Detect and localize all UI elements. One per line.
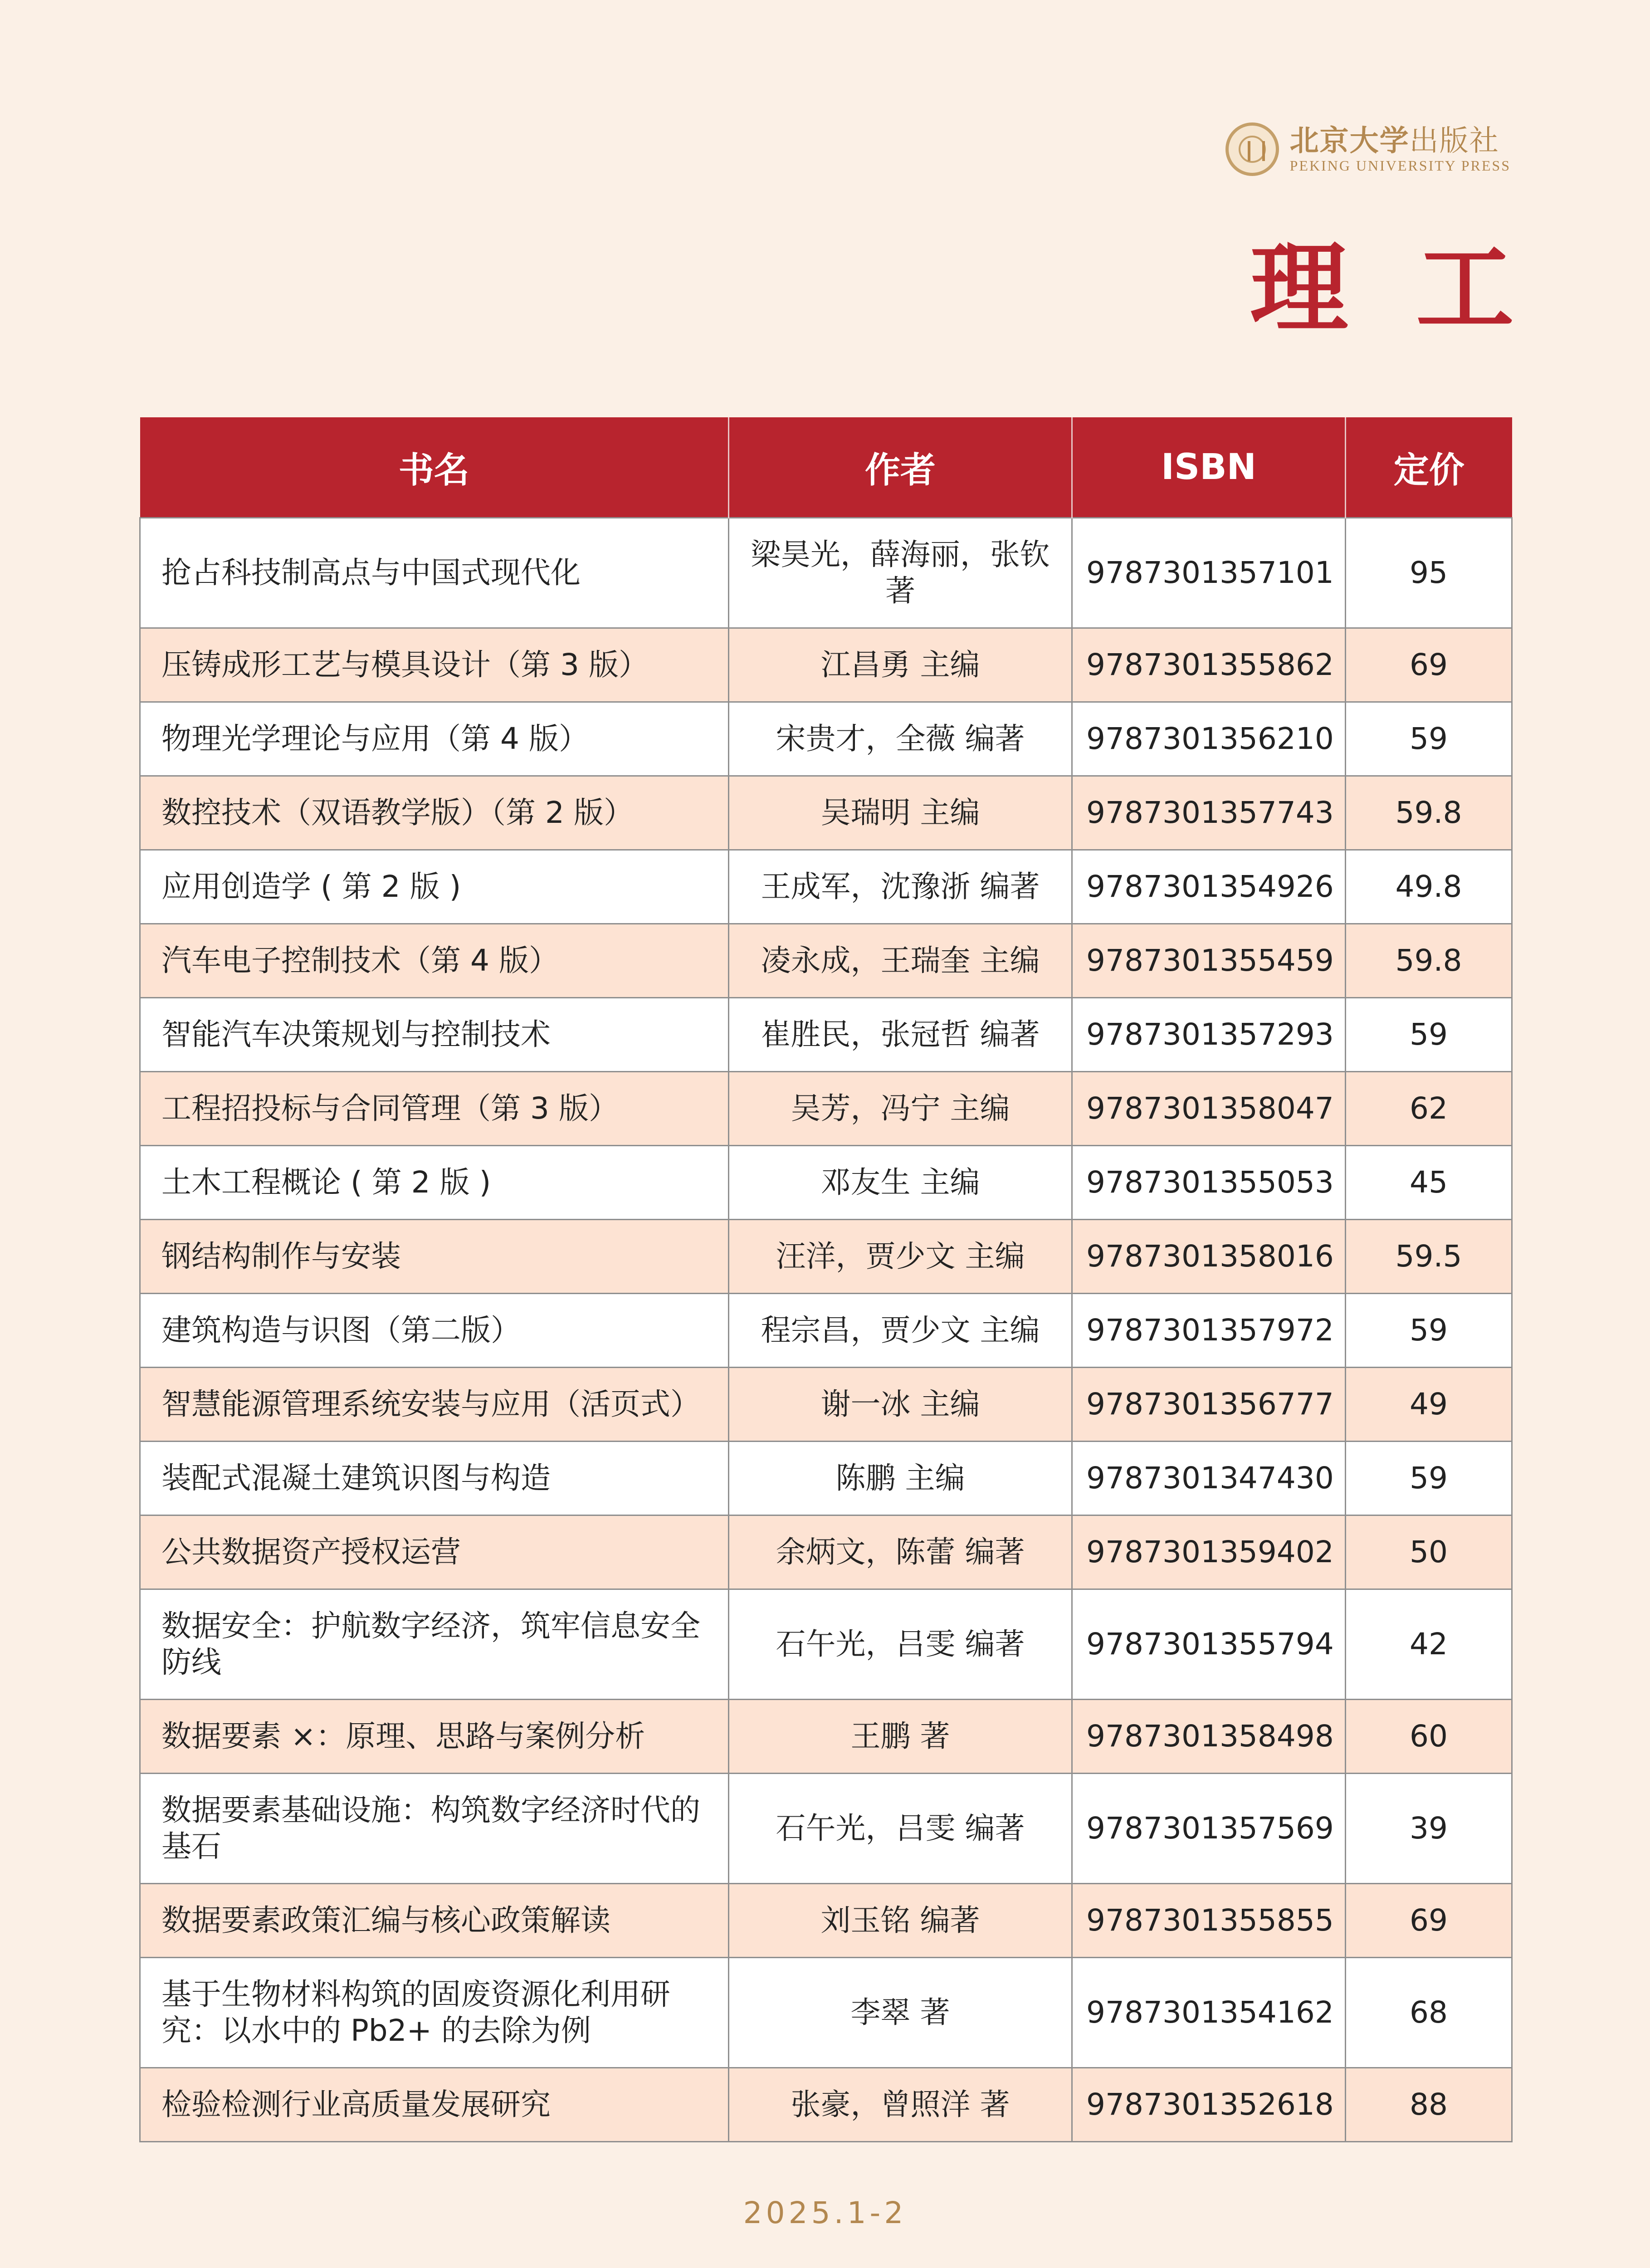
book-author: 石午光，吕雯 编著 xyxy=(729,1774,1072,1884)
book-author: 刘玉铭 编著 xyxy=(729,1884,1072,1958)
header-price: 定价 xyxy=(1346,417,1512,518)
book-title: 智能汽车决策规划与控制技术 xyxy=(140,998,729,1072)
book-title: 装配式混凝土建筑识图与构造 xyxy=(140,1442,729,1515)
book-title: 检验检测行业高质量发展研究 xyxy=(140,2068,729,2142)
book-price: 69 xyxy=(1346,628,1512,702)
header-author: 作者 xyxy=(729,417,1072,518)
publisher-name-cn xyxy=(1290,125,1511,157)
book-price: 60 xyxy=(1346,1700,1512,1774)
book-isbn: 9787301355855 xyxy=(1072,1884,1346,1958)
peking-university-seal-icon xyxy=(1225,122,1279,176)
table-row xyxy=(140,628,1512,702)
book-title: 工程招投标与合同管理（第 3 版） xyxy=(140,1072,729,1146)
book-price: 59.8 xyxy=(1346,776,1512,850)
book-title: 智慧能源管理系统安装与应用（活页式） xyxy=(140,1368,729,1442)
book-isbn: 9787301358498 xyxy=(1072,1700,1346,1774)
book-author: 李翠 著 xyxy=(729,1958,1072,2068)
book-price: 59 xyxy=(1346,702,1512,776)
book-author: 王成军，沈豫浙 编著 xyxy=(729,850,1072,924)
book-title: 数据要素 ×：原理、思路与案例分析 xyxy=(140,1700,729,1774)
book-isbn: 9787301355862 xyxy=(1072,628,1346,702)
book-author: 梁昊光，薛海丽，张钦 著 xyxy=(729,518,1072,628)
book-price: 68 xyxy=(1346,1958,1512,2068)
page-footer: 2025.1-2 xyxy=(743,2195,907,2230)
page-title: 理工 xyxy=(1250,230,1582,346)
book-isbn: 9787301356210 xyxy=(1072,702,1346,776)
table-row xyxy=(140,1146,1512,1220)
book-price: 69 xyxy=(1346,1884,1512,1958)
table-row xyxy=(140,1589,1512,1700)
table-header-row xyxy=(140,417,1512,518)
book-author: 崔胜民，张冠哲 编著 xyxy=(729,998,1072,1072)
book-isbn: 9787301357972 xyxy=(1072,1294,1346,1368)
table-row xyxy=(140,518,1512,628)
table-row xyxy=(140,924,1512,998)
book-price: 42 xyxy=(1346,1589,1512,1700)
table-row xyxy=(140,850,1512,924)
book-title: 数据安全：护航数字经济，筑牢信息安全防线 xyxy=(140,1589,729,1700)
header-isbn: ISBN xyxy=(1072,417,1346,518)
book-isbn: 9787301357569 xyxy=(1072,1774,1346,1884)
book-title: 数据要素基础设施：构筑数字经济时代的基石 xyxy=(140,1774,729,1884)
book-price: 59 xyxy=(1346,998,1512,1072)
book-author: 凌永成，王瑞奎 主编 xyxy=(729,924,1072,998)
book-price: 59 xyxy=(1346,1294,1512,1368)
book-title: 数据要素政策汇编与核心政策解读 xyxy=(140,1884,729,1958)
publisher-name-cn-sub: 出版社 xyxy=(1409,124,1499,158)
book-price: 88 xyxy=(1346,2068,1512,2142)
book-isbn: 9787301356777 xyxy=(1072,1368,1346,1442)
book-title: 数控技术（双语教学版）（第 2 版） xyxy=(140,776,729,850)
book-title: 建筑构造与识图（第二版） xyxy=(140,1294,729,1368)
book-price: 39 xyxy=(1346,1774,1512,1884)
book-isbn: 9787301354162 xyxy=(1072,1958,1346,2068)
book-isbn: 9787301357101 xyxy=(1072,518,1346,628)
book-author: 汪洋，贾少文 主编 xyxy=(729,1220,1072,1294)
table-row xyxy=(140,1774,1512,1884)
book-author: 谢一冰 主编 xyxy=(729,1368,1072,1442)
book-price: 45 xyxy=(1346,1146,1512,1220)
book-price: 59 xyxy=(1346,1442,1512,1515)
book-price: 59.8 xyxy=(1346,924,1512,998)
book-title: 基于生物材料构筑的固废资源化利用研究：以水中的 Pb2+ 的去除为例 xyxy=(140,1958,729,2068)
publisher-name-en: PEKING UNIVERSITY PRESS xyxy=(1289,157,1511,174)
book-table xyxy=(139,417,1513,2142)
book-author: 陈鹏 主编 xyxy=(729,1442,1072,1515)
book-author: 吴瑞明 主编 xyxy=(729,776,1072,850)
book-author: 程宗昌，贾少文 主编 xyxy=(729,1294,1072,1368)
publisher-name-cn-main: 北京大学 xyxy=(1289,124,1410,158)
table-row xyxy=(140,702,1512,776)
book-isbn: 9787301358047 xyxy=(1072,1072,1346,1146)
table-row xyxy=(140,1294,1512,1368)
book-price: 49.8 xyxy=(1346,850,1512,924)
publisher-name xyxy=(1290,125,1511,174)
book-isbn: 9787301355794 xyxy=(1072,1589,1346,1700)
book-price: 50 xyxy=(1346,1515,1512,1589)
book-title: 应用创造学 ( 第 2 版 ) xyxy=(140,850,729,924)
book-author: 石午光，吕雯 编著 xyxy=(729,1589,1072,1700)
book-author: 宋贵才，全薇 编著 xyxy=(729,702,1072,776)
table-row xyxy=(140,1072,1512,1146)
book-isbn: 9787301347430 xyxy=(1072,1442,1346,1515)
table-row xyxy=(140,1220,1512,1294)
book-isbn: 9787301357743 xyxy=(1072,776,1346,850)
book-author: 张豪，曾照洋 著 xyxy=(729,2068,1072,2142)
table-row xyxy=(140,776,1512,850)
book-isbn: 9787301352618 xyxy=(1072,2068,1346,2142)
book-title: 钢结构制作与安装 xyxy=(140,1220,729,1294)
table-row xyxy=(140,1884,1512,1958)
book-price: 62 xyxy=(1346,1072,1512,1146)
book-isbn: 9787301355459 xyxy=(1072,924,1346,998)
publisher-logo xyxy=(1225,122,1511,176)
header-title: 书名 xyxy=(140,417,729,518)
book-isbn: 9787301358016 xyxy=(1072,1220,1346,1294)
book-isbn: 9787301357293 xyxy=(1072,998,1346,1072)
book-price: 49 xyxy=(1346,1368,1512,1442)
table-row xyxy=(140,1958,1512,2068)
book-author: 江昌勇 主编 xyxy=(729,628,1072,702)
table-row xyxy=(140,1368,1512,1442)
book-isbn: 9787301355053 xyxy=(1072,1146,1346,1220)
book-author: 吴芳，冯宁 主编 xyxy=(729,1072,1072,1146)
book-title: 土木工程概论 ( 第 2 版 ) xyxy=(140,1146,729,1220)
book-title: 压铸成形工艺与模具设计（第 3 版） xyxy=(140,628,729,702)
book-price: 59.5 xyxy=(1346,1220,1512,1294)
book-price: 95 xyxy=(1346,518,1512,628)
book-title: 汽车电子控制技术（第 4 版） xyxy=(140,924,729,998)
book-author: 邓友生 主编 xyxy=(729,1146,1072,1220)
table-row xyxy=(140,998,1512,1072)
table-row xyxy=(140,2068,1512,2142)
table-row xyxy=(140,1515,1512,1589)
book-title: 抢占科技制高点与中国式现代化 xyxy=(140,518,729,628)
book-author: 王鹏 著 xyxy=(729,1700,1072,1774)
book-title: 公共数据资产授权运营 xyxy=(140,1515,729,1589)
table-row xyxy=(140,1700,1512,1774)
book-isbn: 9787301359402 xyxy=(1072,1515,1346,1589)
book-author: 余炳文，陈蕾 编著 xyxy=(729,1515,1072,1589)
table-row xyxy=(140,1442,1512,1515)
book-isbn: 9787301354926 xyxy=(1072,850,1346,924)
book-title: 物理光学理论与应用（第 4 版） xyxy=(140,702,729,776)
